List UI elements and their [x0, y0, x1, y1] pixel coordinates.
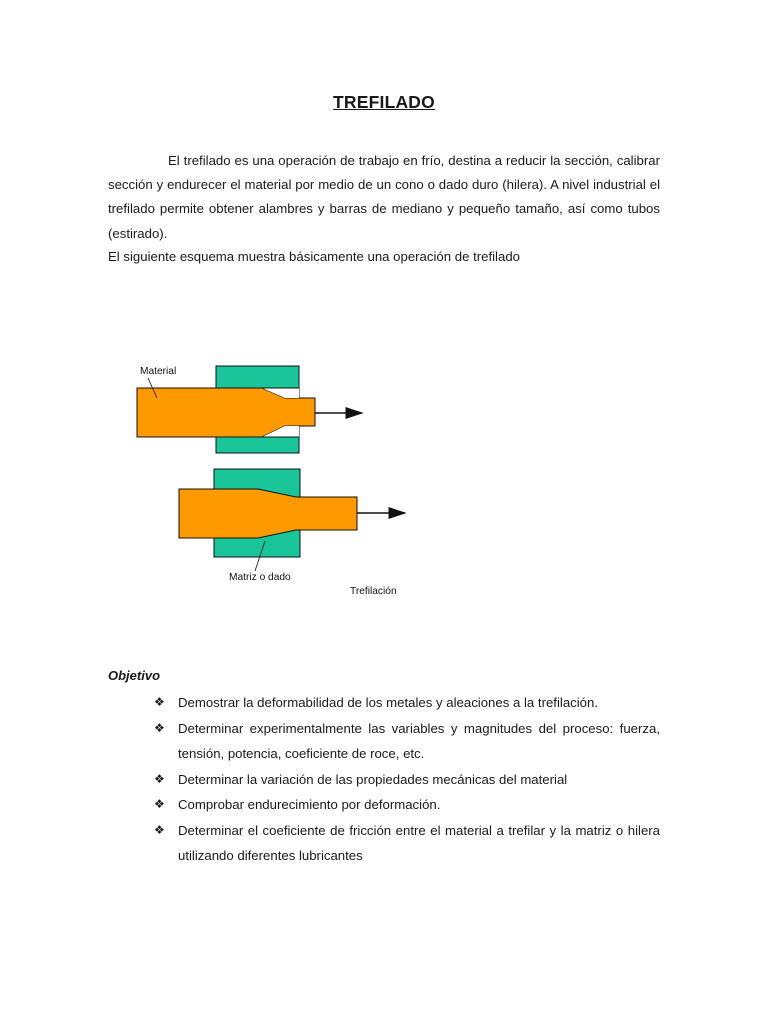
bullet-icon: ❖ — [154, 720, 165, 735]
objetivo-heading: Objetivo — [108, 668, 161, 683]
bullet-icon: ❖ — [154, 822, 165, 837]
objective-text: Determinar experimentalmente las variables y magnitudes del proceso: fuerza, tensión, potencia, coeficiente de roce, etc. — [178, 720, 660, 761]
label-caption: Trefilación — [350, 586, 397, 597]
list-item — [154, 792, 660, 818]
list-item — [154, 767, 660, 793]
bottom-material — [179, 489, 357, 538]
intro-paragraph-text: El trefilado es una operación de trabajo en frío, destina a reducir la sección, calibrar sección y endurecer el material por medio de un cono o dado duro (hilera). A nivel industrial el trefilado permite obtener alambres y barras de mediano y pequeño tamaño, así como tubos (estirado). — [108, 153, 660, 241]
objective-text: Determinar la variación de las propiedades mecánicas del material — [178, 771, 568, 787]
intro-paragraph-2: El siguiente esquema muestra básicamente una operación de trefilado — [108, 249, 520, 264]
wire-drawing-diagram — [0, 340, 768, 610]
objective-text: Demostrar la deformabilidad de los metales y aleaciones a la trefilación. — [178, 695, 599, 710]
page-title: TREFILADO — [333, 92, 435, 112]
bullet-icon: ❖ — [154, 695, 165, 709]
list-item — [154, 690, 660, 716]
list-item — [154, 818, 660, 869]
intro-paragraph — [108, 149, 660, 246]
bullet-icon: ❖ — [154, 797, 165, 811]
objectives-list — [154, 690, 660, 869]
label-die: Matriz o dado — [229, 572, 291, 583]
list-item — [154, 716, 660, 767]
label-material: Material — [140, 366, 177, 377]
objective-text: Determinar el coeficiente de fricción entre el material a trefilar y la matriz o hilera utilizando diferentes lubricantes — [178, 822, 660, 863]
bullet-icon: ❖ — [154, 771, 165, 786]
objective-text: Comprobar endurecimiento por deformación. — [178, 797, 441, 812]
